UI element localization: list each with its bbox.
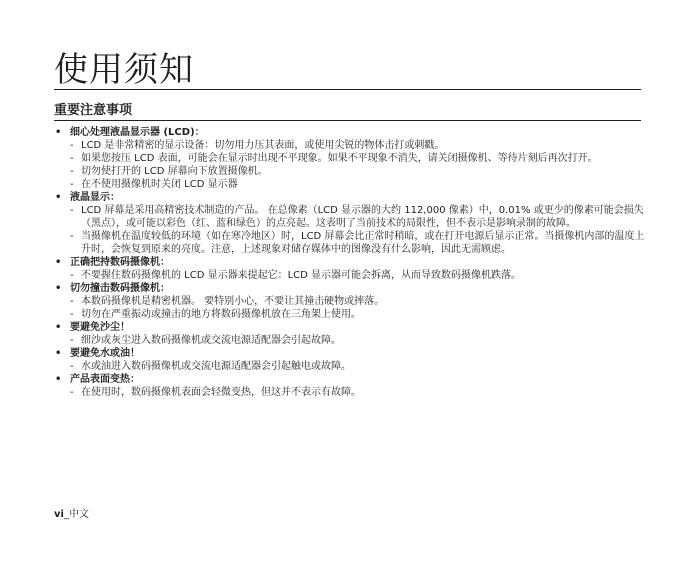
dash-icon: - bbox=[70, 166, 74, 177]
dash-icon: - bbox=[70, 296, 74, 307]
bullet-icon: • bbox=[55, 348, 62, 359]
topic-detail bbox=[70, 360, 646, 373]
topic-item bbox=[54, 191, 646, 256]
topic-heading: 切勿撞击数码摄像机： bbox=[70, 283, 170, 294]
topic-heading: 液晶显示： bbox=[70, 192, 120, 203]
topic-detail bbox=[70, 178, 646, 191]
dash-icon: - bbox=[70, 231, 74, 242]
dash-icon: - bbox=[70, 309, 74, 320]
topic-detail-text: 在不使用摄像机时关闭 LCD 显示器 bbox=[81, 179, 238, 190]
bullet-icon: • bbox=[55, 283, 62, 294]
topic-detail bbox=[70, 204, 646, 230]
section-divider bbox=[54, 120, 641, 121]
topic-detail-text: 不要握住数码摄像机的 LCD 显示器来提起它：LCD 显示器可能会拆离，从而导致数码摄像机跌落。 bbox=[81, 270, 522, 281]
topic-detail bbox=[70, 334, 646, 347]
topic-item bbox=[54, 373, 646, 399]
topic-detail-text: 当摄像机在温度较低的环境（如在寒冷地区）时，LCD 屏幕会比正常时稍暗，或在打开电源后显示正常。当摄像机内部的温度上升时，会恢复到原来的亮度。注意，上述现象对储存媒体中的图像没有什么影响，因此无需顾虑。 bbox=[81, 231, 645, 255]
topic-item bbox=[54, 321, 646, 347]
topic-item bbox=[54, 347, 646, 373]
topic-detail bbox=[70, 139, 646, 152]
topic-heading: 要避免沙尘！ bbox=[70, 322, 130, 333]
topic-detail-text: LCD 是非常精密的显示设备：切勿用力压其表面，或使用尖锐的物体击打或刺戳。 bbox=[81, 140, 445, 151]
topic-detail-text: LCD 屏幕是采用高精密技术制造的产品。 在总像素（LCD 显示器的大约 112,000 像素）中，0.01% 或更少的像素可能会损失（黑点），或可能以彩色（红、蓝和绿色）的点亮起。这表明了当前技术的局限性，但不表示是影响录制的故障。 bbox=[81, 205, 644, 229]
dash-icon: - bbox=[70, 361, 74, 372]
dash-icon: - bbox=[70, 153, 74, 164]
topic-detail bbox=[70, 152, 646, 165]
bullet-icon: • bbox=[55, 192, 62, 203]
topic-detail-text: 在使用时，数码摄像机表面会轻微变热，但这并不表示有故障。 bbox=[81, 387, 361, 398]
topic-detail-text: 本数码摄像机是精密机器。 要特别小心，不要让其撞击硬物或摔落。 bbox=[81, 296, 385, 307]
page-number: vi bbox=[54, 509, 64, 520]
precautions-list bbox=[54, 126, 646, 399]
topic-item bbox=[54, 282, 646, 321]
topic-detail-text: 切勿使打开的 LCD 屏幕向下放置摄像机。 bbox=[81, 166, 268, 177]
footer-separator: _ bbox=[63, 509, 69, 520]
topic-heading: 细心处理液晶显示器 (LCD)： bbox=[70, 127, 205, 138]
dash-icon: - bbox=[70, 387, 74, 398]
topic-detail-text: 水或油进入数码摄像机或交流电源适配器会引起触电或故障。 bbox=[81, 361, 351, 372]
topic-heading: 产品表面变热： bbox=[70, 374, 140, 385]
dash-icon: - bbox=[70, 270, 74, 281]
bullet-icon: • bbox=[55, 322, 62, 333]
dash-icon: - bbox=[70, 179, 74, 190]
topic-detail bbox=[70, 230, 646, 256]
title-divider bbox=[54, 89, 641, 90]
topic-detail-text: 细沙或灰尘进入数码摄像机或交流电源适配器会引起故障。 bbox=[81, 335, 341, 346]
section-title: 重要注意事项 bbox=[54, 103, 133, 118]
bullet-icon: • bbox=[55, 257, 62, 268]
topic-detail-text: 如果您按压 LCD 表面，可能会在显示时出现不平现象。如果不平现象不消失，请关闭摄像机、等待片刻后再次打开。 bbox=[81, 153, 598, 164]
topic-item bbox=[54, 256, 646, 282]
topic-heading: 要避免水或油！ bbox=[70, 348, 140, 359]
dash-icon: - bbox=[70, 140, 74, 151]
bullet-icon: • bbox=[55, 374, 62, 385]
bullet-icon: • bbox=[55, 127, 62, 138]
page-footer bbox=[54, 508, 89, 521]
topic-detail bbox=[70, 386, 646, 399]
topic-detail bbox=[70, 308, 646, 321]
topic-detail bbox=[70, 295, 646, 308]
topic-detail-text: 切勿在严重振动或撞击的地方将数码摄像机放在三角架上使用。 bbox=[81, 309, 361, 320]
topic-detail bbox=[70, 269, 646, 282]
dash-icon: - bbox=[70, 335, 74, 346]
topic-item bbox=[54, 126, 646, 191]
page-title: 使用须知 bbox=[54, 50, 194, 90]
dash-icon: - bbox=[70, 205, 74, 216]
footer-language: 中文 bbox=[68, 509, 89, 520]
topic-heading: 正确把持数码摄像机： bbox=[70, 257, 170, 268]
topic-detail bbox=[70, 165, 646, 178]
